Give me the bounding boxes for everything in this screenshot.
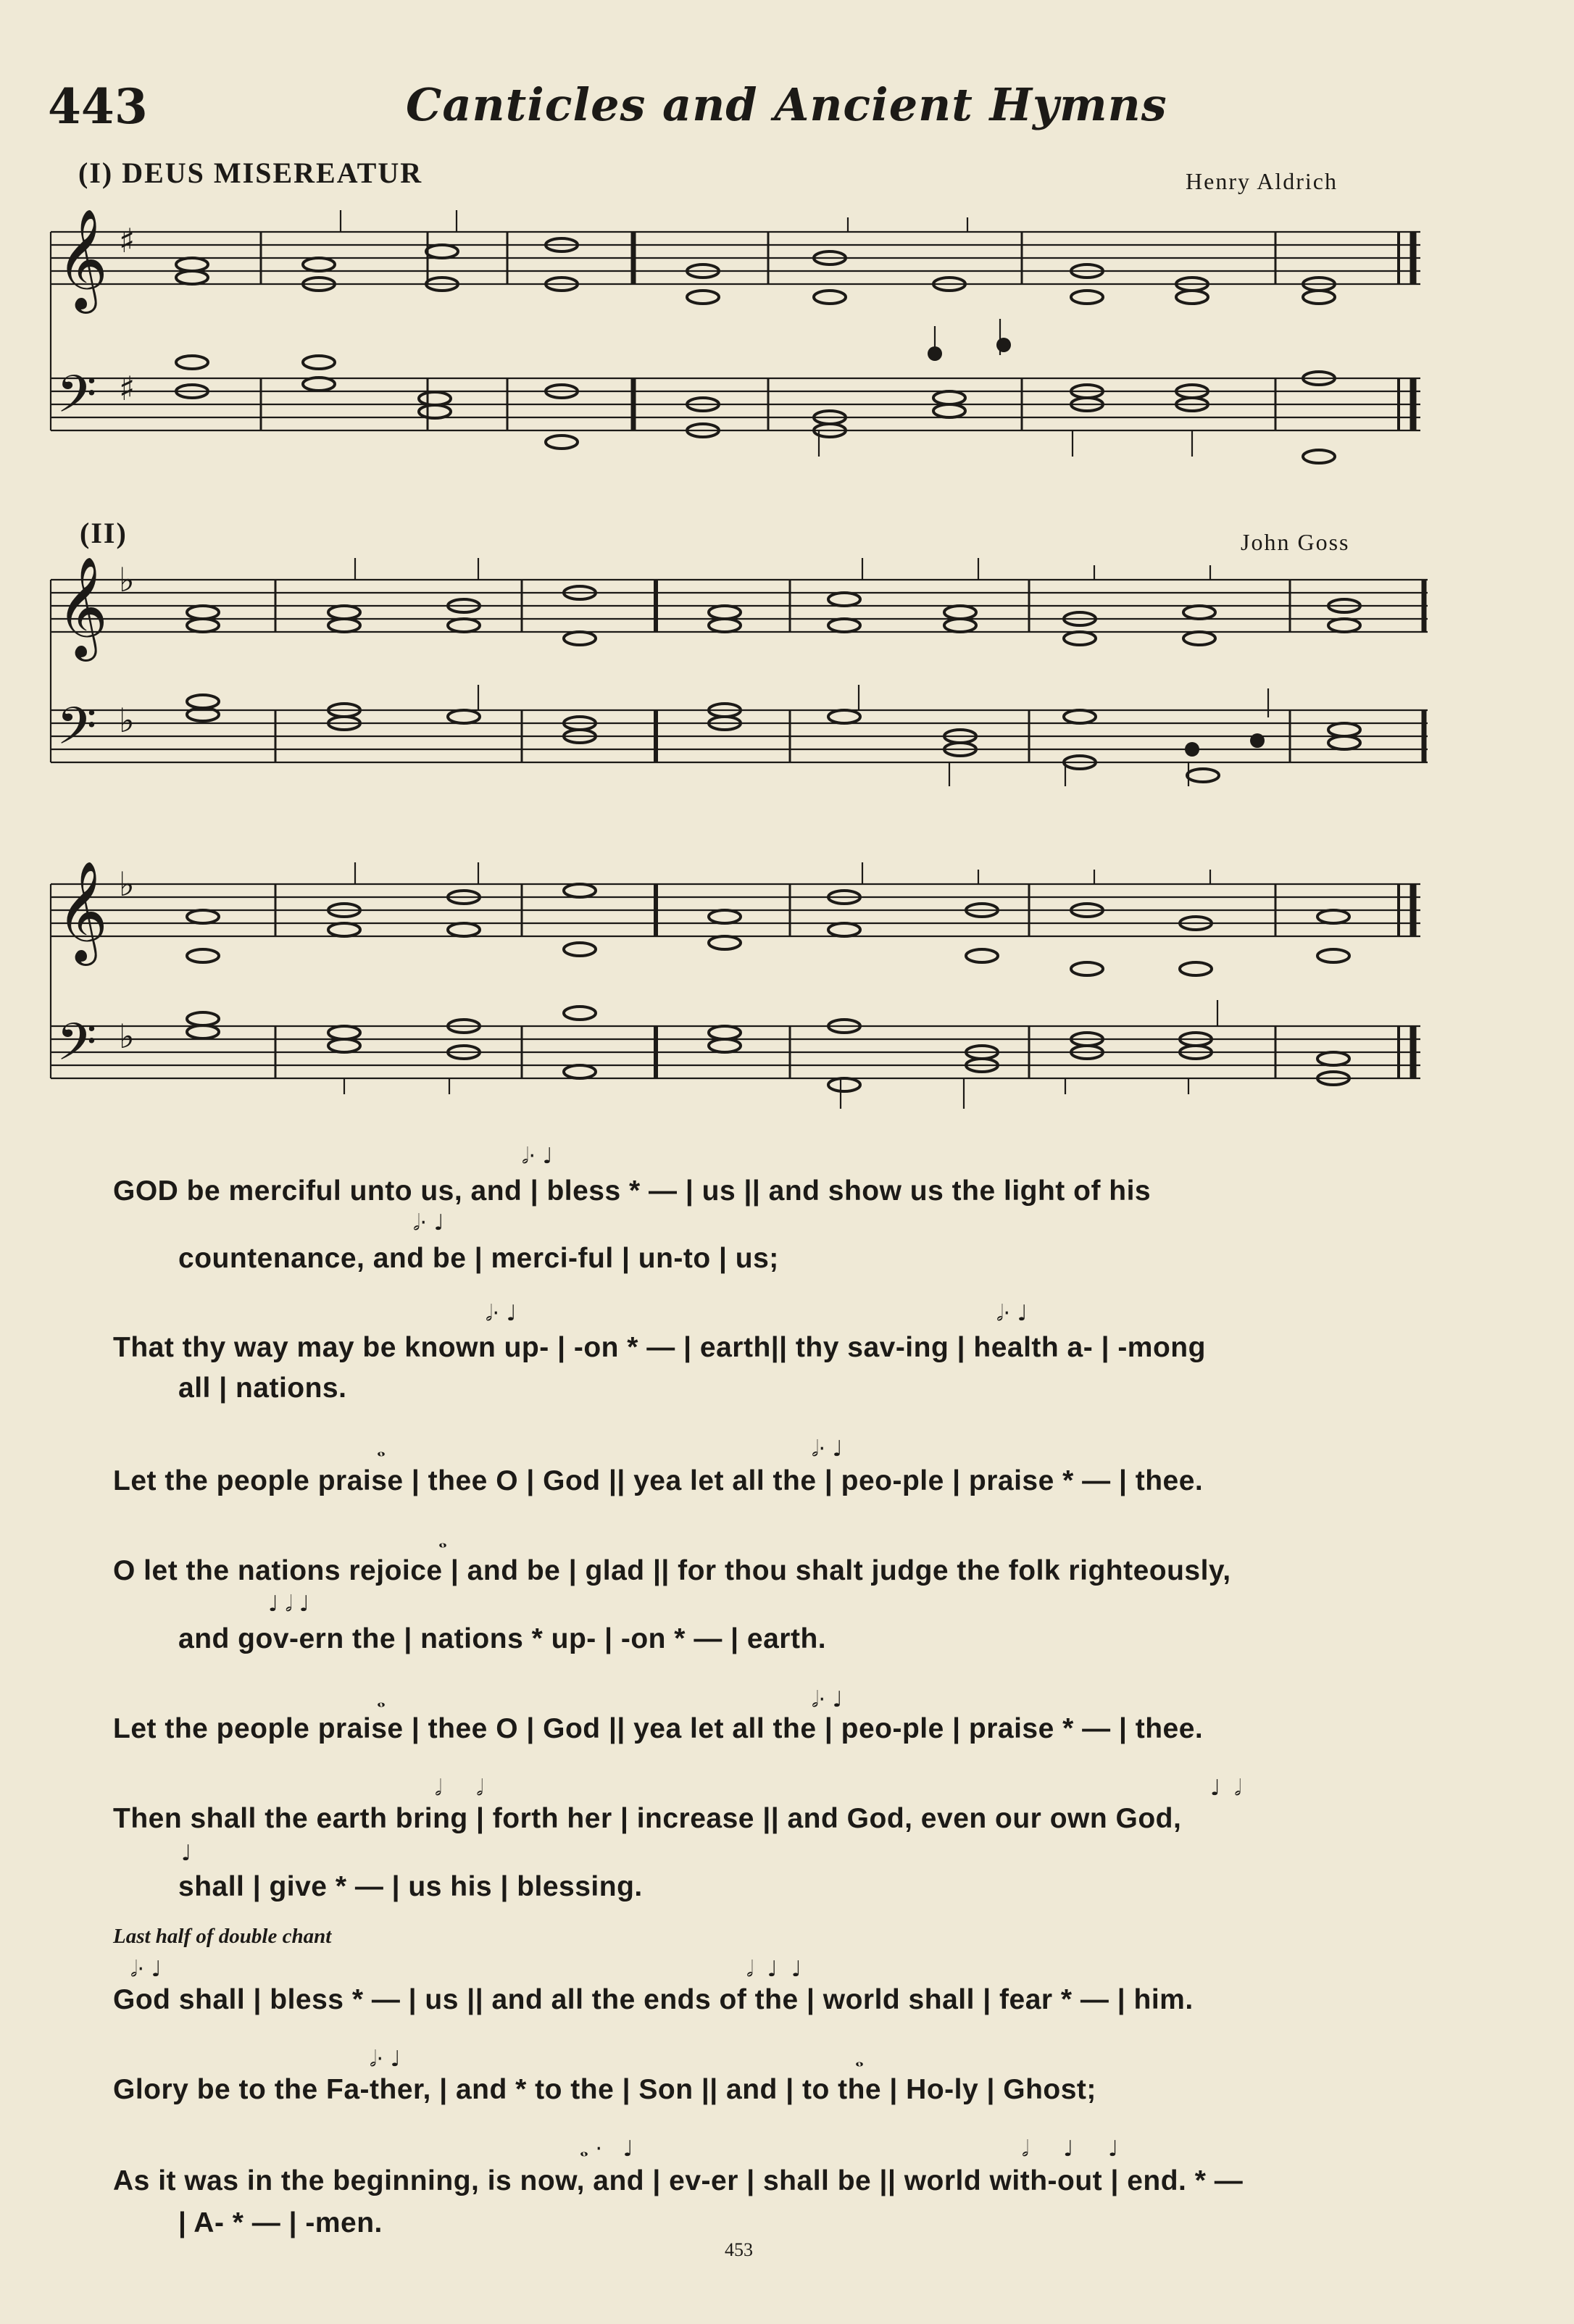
verse-1-line-2: countenance, and be | merci-ful | un-to | us; xyxy=(178,1243,779,1274)
svg-text:𝄢: 𝄢 xyxy=(57,365,97,437)
page-number: 453 xyxy=(725,2239,753,2260)
chant-note-mark: ♩ 𝅗𝅥 xyxy=(1210,1775,1241,1801)
verse-2-line-1: That thy way may be known up- | -on * — | earth|| thy sav-ing | health a- | -mong xyxy=(113,1332,1206,1363)
chant-note-mark: 𝅝 xyxy=(377,1436,386,1462)
chant-note-mark: 𝅝 xyxy=(377,1687,386,1712)
svg-text:𝄞: 𝄞 xyxy=(57,210,108,309)
svg-text:♭: ♭ xyxy=(119,560,135,599)
chant-2-composer: John Goss xyxy=(1241,529,1350,555)
chant-1-title: (I) DEUS MISEREATUR xyxy=(78,157,423,189)
chant-note-mark: 𝅗𝅥· ♩ xyxy=(370,2046,401,2072)
hymn-number: 443 xyxy=(48,78,148,135)
chant-1-composer: Henry Aldrich xyxy=(1186,168,1338,194)
verse-6-line-1: Then shall the earth bring | forth her | increase || and God, even our own God, xyxy=(113,1803,1182,1834)
chant-note-mark: 𝅗𝅥· ♩ xyxy=(486,1301,517,1326)
chant-1-score xyxy=(0,210,1574,471)
chant-note-mark: 𝅝 · ♩ xyxy=(580,2136,633,2162)
verse-3-line-1: Let the people praise | thee O | God || yea let all the | peo-ple | praise * — | thee. xyxy=(113,1465,1204,1496)
svg-text:𝄞: 𝄞 xyxy=(57,862,108,962)
chant-2-score-continued xyxy=(0,862,1574,1123)
svg-text:♯: ♯ xyxy=(119,221,136,260)
svg-text:𝄢: 𝄢 xyxy=(57,1012,97,1085)
svg-text:𝄞: 𝄞 xyxy=(57,558,108,657)
closing-line-1: God shall | bless * — | us || and all the ends of the | world shall | fear * — | him. xyxy=(113,1984,1194,2015)
chant-2-score xyxy=(0,558,1574,819)
verse-4-line-2: and gov-ern the | nations * up- | -on * — | earth. xyxy=(178,1623,827,1654)
verse-4-line-1: O let the nations rejoice | and be | glad || for thou shalt judge the folk righteously, xyxy=(113,1555,1231,1586)
section-title: Canticles and Ancient Hymns xyxy=(406,78,1167,131)
chant-note-mark: ♩ 𝅗𝅥 ♩ xyxy=(268,1591,309,1617)
chant-note-mark: 𝅗𝅥 ♩ ♩ xyxy=(746,1957,801,1982)
verse-2-line-2: all | nations. xyxy=(178,1373,347,1404)
chant-note-mark: 𝅗𝅥 ♩ ♩ xyxy=(1022,2136,1119,2162)
svg-text:♭: ♭ xyxy=(119,701,135,740)
notes-system-3 xyxy=(187,884,1349,1091)
svg-text:♯: ♯ xyxy=(119,369,136,408)
treble-staff xyxy=(51,232,1420,284)
closing-line-4: | A- * — | -men. xyxy=(178,2207,383,2238)
notes-system-2 xyxy=(187,586,1360,782)
chant-note-mark: 𝅗𝅥· ♩ xyxy=(522,1144,553,1169)
closing-line-2: Glory be to the Fa-ther, | and * to the | Son || and | to the | Ho-ly | Ghost; xyxy=(113,2074,1096,2105)
chant-note-mark: 𝅗𝅥· ♩ xyxy=(812,1687,843,1712)
chant-note-mark: 𝅗𝅥· ♩ xyxy=(413,1210,444,1236)
rubric-note: Last half of double chant xyxy=(113,1925,332,1948)
chant-2-title: (II) xyxy=(80,517,128,549)
chant-note-mark: 𝅗𝅥 𝅗𝅥 xyxy=(435,1775,483,1801)
chant-note-mark: 𝅗𝅥· ♩ xyxy=(812,1436,843,1462)
verse-5-line-1: Let the people praise | thee O | God || yea let all the | peo-ple | praise * — | thee. xyxy=(113,1713,1204,1744)
chant-note-mark: 𝅗𝅥· ♩ xyxy=(130,1957,162,1982)
svg-text:𝄢: 𝄢 xyxy=(57,696,97,769)
notes-system-1 xyxy=(176,238,1335,463)
svg-text:♭: ♭ xyxy=(119,1017,135,1056)
chant-note-mark: ♩ xyxy=(181,1841,192,1866)
verse-1-line-1: GOD be merciful unto us, and | bless * — | us || and show us the light of his xyxy=(113,1175,1152,1207)
chant-note-mark: 𝅝 xyxy=(855,2046,864,2072)
closing-line-3: As it was in the beginning, is now, and | ev-er | shall be || world with-out | end. * — xyxy=(113,2165,1244,2196)
verse-6-line-2: shall | give * — | us his | blessing. xyxy=(178,1871,643,1902)
chant-note-mark: 𝅝 xyxy=(438,1528,447,1553)
bass-staff xyxy=(51,378,1420,430)
chant-note-mark: 𝅗𝅥· ♩ xyxy=(996,1301,1028,1326)
svg-text:♭: ♭ xyxy=(119,865,135,904)
